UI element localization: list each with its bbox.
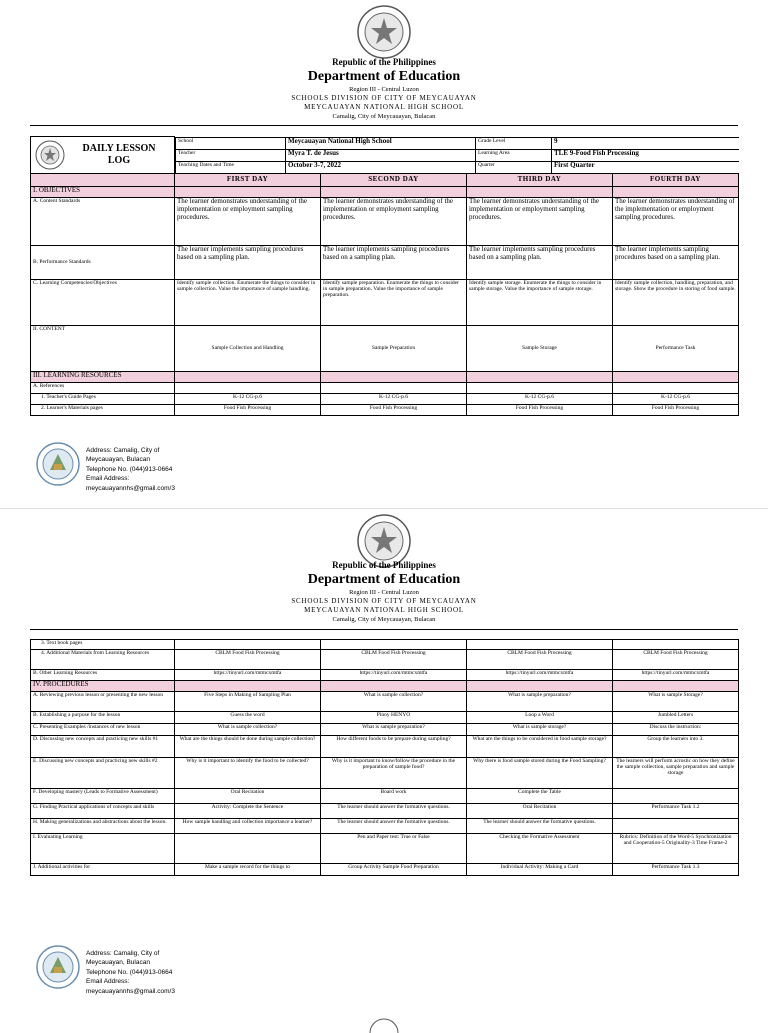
info-value: October 3-7, 2022 <box>286 161 476 173</box>
table-cell <box>321 383 467 394</box>
republic-text: Republic of the Philippines <box>332 560 436 570</box>
row-label: D. Discussing new concepts and practicing new skills #1 <box>31 736 175 758</box>
table-cell: Identify sample storage. Enumerate the things to consider in sample storage. Value the importance of sample storage. <box>467 280 613 326</box>
info-row <box>176 149 739 161</box>
email-label: Email Address: <box>86 475 130 483</box>
department-title: Department of Education <box>307 69 461 84</box>
table-cell: Group the learners into 3. <box>613 736 739 758</box>
info-value: Myra T. de Jesus <box>286 149 476 161</box>
row-label: B. Performance Standards <box>31 246 175 280</box>
info-value: Meycauayan National High School <box>286 137 476 149</box>
table-cell: K-12 CG-p.6 <box>613 394 739 405</box>
table-cell: Food Fish Processing <box>175 405 321 416</box>
region-text: Region III - Central Luzon <box>349 589 419 596</box>
table-cell: The learner demonstrates understanding of the implementation or employment sampling procedures. <box>467 198 613 246</box>
table-cell: Activity: Complete the Sentence <box>175 804 321 819</box>
table-cell <box>175 834 321 864</box>
table-row <box>31 198 739 246</box>
row-label: IV. PROCEDURES <box>31 681 175 692</box>
table-row <box>31 724 739 736</box>
table-cell: Guess the word <box>175 712 321 724</box>
table-cell: Sample Storage <box>467 326 613 372</box>
table-cell: The learner should answer the formative questions. <box>321 804 467 819</box>
table-cell: The learners will perform acrostic on how they define the sample collection, sample preparation and sample storage <box>613 758 739 789</box>
pink-cell <box>321 372 467 383</box>
dll-info-table <box>175 137 739 174</box>
info-row <box>176 137 739 149</box>
content-row <box>31 326 739 372</box>
day-header-third: THIRD DAY <box>467 174 613 187</box>
row-label: II. CONTENT <box>31 326 175 372</box>
table-row <box>31 789 739 804</box>
day-header-blank <box>31 174 175 187</box>
table-cell: The learner implements sampling procedures based on a sampling plan. <box>321 246 467 280</box>
table-cell: Loop a Word <box>467 712 613 724</box>
footer-address <box>86 446 175 493</box>
school-address: Camalig, City of Meycauayan, Bulacan <box>332 113 436 120</box>
table-cell: K-12 CG-p.6 <box>321 394 467 405</box>
table-cell: Sample Collection and Handling <box>175 326 321 372</box>
table-row <box>31 280 739 326</box>
table-cell: Food Fish Processing <box>321 405 467 416</box>
table-cell <box>613 819 739 834</box>
table-cell: The learner implements sampling procedures based on a sampling plan. <box>467 246 613 280</box>
table-cell: Checking the Formative Assessment <box>467 834 613 864</box>
table-cell: The learner implements sampling procedures based on a sampling plan. <box>175 246 321 280</box>
table-cell: What is sample preparation? <box>321 724 467 736</box>
info-label: Teacher <box>176 149 286 161</box>
table-cell <box>467 383 613 394</box>
procedures-table <box>30 639 739 876</box>
table-row <box>31 864 739 876</box>
pink-cell <box>321 187 467 198</box>
table-cell: What is sample collection? <box>175 724 321 736</box>
info-label: Grade Level <box>476 137 552 149</box>
dll-info-cell <box>175 137 739 174</box>
row-label: G. Finding Practical applications of concepts and skills <box>31 804 175 819</box>
info-label: Learning Area <box>476 149 552 161</box>
table-cell: What is sample collection? <box>321 692 467 712</box>
row-label: J. Additional activities for <box>31 864 175 876</box>
table-cell: K-12 CG-p.6 <box>175 394 321 405</box>
table-row <box>31 650 739 670</box>
telephone: Telephone No. (044)913-0664 <box>86 465 173 473</box>
row-label: E. Discussing new concepts and practicing new skills #2 <box>31 758 175 789</box>
row-label: 2. Learner's Materials pages <box>31 405 175 416</box>
deped-seal-small-icon <box>35 140 65 170</box>
table-row <box>31 394 739 405</box>
footer-address <box>86 949 175 996</box>
deped-seal-icon <box>356 4 412 60</box>
table-cell: https://tinyurl.com/mtmcxmtfa <box>175 670 321 681</box>
table-cell <box>613 789 739 804</box>
table-cell: Food Fish Processing <box>613 405 739 416</box>
email-label: Email Address: <box>86 978 130 986</box>
table-row <box>31 834 739 864</box>
table-cell: Group Activity Sample Food Preparation <box>321 864 467 876</box>
row-label: A. References <box>31 383 175 394</box>
school-text: MEYCAUAYAN NATIONAL HIGH SCHOOL <box>304 103 464 111</box>
table-cell: CBLM Food Fish Processing <box>321 650 467 670</box>
table-cell <box>175 383 321 394</box>
table-cell: Performance Task 1.3 <box>613 864 739 876</box>
table-cell: Identify sample preparation. Enumerate the things to consider in sample preparation. Value the importance of sample preparation. <box>321 280 467 326</box>
table-cell <box>467 640 613 650</box>
row-label: I. Evaluating Learning <box>31 834 175 864</box>
email: meycauayannhs@gmail.com/3 <box>86 484 175 492</box>
section-resources: III. LEARNING RESOURCES <box>31 372 175 383</box>
row-label: B. Establishing a purpose for the lesson <box>31 712 175 724</box>
dll-table <box>30 136 739 416</box>
table-cell: Discuss the instruction: <box>613 724 739 736</box>
table-cell: The learner demonstrates understanding of the implementation or employment sampling procedures. <box>175 198 321 246</box>
table-cell: Pen and Paper test: True or False <box>321 834 467 864</box>
day-header-second: SECOND DAY <box>321 174 467 187</box>
table-cell: Why there is food sample stored during the Food Sampling? <box>467 758 613 789</box>
school-text: MEYCAUAYAN NATIONAL HIGH SCHOOL <box>304 606 464 614</box>
page-1 <box>0 0 768 500</box>
table-cell <box>321 640 467 650</box>
row-label: C. Learning Competencies/Objectives <box>31 280 175 326</box>
row-label: A. Reviewing previous lesson or presenting the new lesson <box>31 692 175 712</box>
address-line-1: Address: Camalig, City of <box>86 950 160 957</box>
info-row <box>176 161 739 173</box>
dll-title: DAILY LESSON LOG <box>82 143 156 166</box>
pink-cell <box>175 187 321 198</box>
table-cell: The learner demonstrates understanding of the implementation or employment sampling procedures. <box>321 198 467 246</box>
pink-cell <box>175 372 321 383</box>
address-line-2: Meycauayan, Bulacan <box>86 959 150 967</box>
table-cell <box>175 681 321 692</box>
table-cell: Individual Activity: Making a Card <box>467 864 613 876</box>
pink-cell <box>613 187 739 198</box>
section-objectives: I. OBJECTIVES <box>31 187 175 198</box>
row-label: A. Content Standards <box>31 198 175 246</box>
info-label: Teaching Dates and Time <box>176 161 286 173</box>
email: meycauayannhs@gmail.com/3 <box>86 987 175 995</box>
division-text: SCHOOLS DIVISION OF CITY OF MEYCAUAYAN <box>291 597 477 605</box>
table-cell: The learner implements sampling procedures based on a sampling plan. <box>613 246 739 280</box>
table-cell: Identify sample collection, handling, preparation, and storage. Show the procedure in storing of food sample. <box>613 280 739 326</box>
address-line-2: Meycauayan, Bulacan <box>86 456 150 464</box>
table-cell: How sample handling and collection importance a learner? <box>175 819 321 834</box>
table-cell <box>613 383 739 394</box>
table-cell: CBLM Food Fish Processing <box>467 650 613 670</box>
row-label: H. Making generalizations and abstractions about the lesson. <box>31 819 175 834</box>
row-label: 3. Text book pages <box>31 640 175 650</box>
table-cell: Jumbled Letters <box>613 712 739 724</box>
region-text: Region III - Central Luzon <box>349 86 419 93</box>
table-row <box>31 692 739 712</box>
info-label: Quarter <box>476 161 552 173</box>
table-row <box>31 640 739 650</box>
table-cell: Performance Task 1.2 <box>613 804 739 819</box>
table-cell: Sample Preparation <box>321 326 467 372</box>
table-cell: Complete the Table <box>467 789 613 804</box>
table-row <box>31 736 739 758</box>
table-cell <box>613 681 739 692</box>
table-cell: Five Steps in Making of Sampling Plan <box>175 692 321 712</box>
table-row <box>31 758 739 789</box>
row-label: 1. Teacher's Guide Pages <box>31 394 175 405</box>
table-cell: Board work <box>321 789 467 804</box>
table-cell: What are the things to be considered in food sample storage? <box>467 736 613 758</box>
table-cell: The learner should answer the formative questions. <box>321 819 467 834</box>
row-label: C. Presenting Examples /instances of new lesson <box>31 724 175 736</box>
table-row <box>31 670 739 681</box>
table-cell: What is sample Storage? <box>613 692 739 712</box>
pink-cell <box>467 187 613 198</box>
day-header-fourth: FOURTH DAY <box>613 174 739 187</box>
table-cell: Food Fish Processing <box>467 405 613 416</box>
table-cell <box>613 640 739 650</box>
table-cell: https://tinyurl.com/mtmcxmtfa <box>467 670 613 681</box>
table-cell: Oral Recitation <box>175 789 321 804</box>
division-text: SCHOOLS DIVISION OF CITY OF MEYCAUAYAN <box>291 94 477 102</box>
table-cell: Oral Recitation <box>467 804 613 819</box>
pink-cell <box>467 372 613 383</box>
info-value: 9 <box>552 137 739 149</box>
telephone: Telephone No. (044)913-0664 <box>86 968 173 976</box>
table-cell: What is sample preparation? <box>467 692 613 712</box>
day-header-first: FIRST DAY <box>175 174 321 187</box>
school-logo-icon <box>36 945 80 989</box>
info-value: First Quarter <box>552 161 739 173</box>
table-cell: Pinoy HENYO <box>321 712 467 724</box>
pink-cell <box>613 372 739 383</box>
header-divider <box>30 125 738 126</box>
table-cell: The learner demonstrates understanding of the implementation or employment sampling procedures. <box>613 198 739 246</box>
table-cell: The learner should answer the formative questions. <box>467 819 613 834</box>
table-cell: Why is it important to know/follow the procedure in the preparation of sample food? <box>321 758 467 789</box>
table-cell: K-12 CG-p.6 <box>467 394 613 405</box>
table-cell: CBLM Food Fish Processing <box>175 650 321 670</box>
table-cell: https://tinyurl.com/mtmcxmtfa <box>613 670 739 681</box>
row-label: F. Developing mastery (Leads to Formative Assessment) <box>31 789 175 804</box>
table-cell: CBLM Food Fish Processing <box>613 650 739 670</box>
department-title: Department of Education <box>307 572 461 587</box>
table-row <box>31 681 739 692</box>
table-cell: https://tinyurl.com/mtmcxmtfa <box>321 670 467 681</box>
page-2 <box>0 508 768 1025</box>
table-cell <box>467 681 613 692</box>
next-page-seal-icon <box>368 1017 400 1033</box>
header-divider <box>30 629 738 630</box>
dll-title-cell <box>31 137 175 174</box>
republic-text: Republic of the Philippines <box>332 57 436 67</box>
table-cell: Why is it important to identify the food to be collected? <box>175 758 321 789</box>
table-row <box>31 405 739 416</box>
school-address: Camalig, City of Meycauayan, Bulacan <box>332 616 436 623</box>
table-row <box>31 246 739 280</box>
table-cell <box>321 681 467 692</box>
table-cell: Performance Task <box>613 326 739 372</box>
info-value: TLE 9-Food Fish Processing <box>552 149 739 161</box>
row-label: B. Other Learning Resources <box>31 670 175 681</box>
table-row <box>31 804 739 819</box>
table-cell: Identify sample collection. Enumerate the things to consider in sample collection. Value the importance of sample handling. <box>175 280 321 326</box>
row-label: 4. Additional Materials from Learning Resources <box>31 650 175 670</box>
table-row <box>31 712 739 724</box>
table-cell: How different foods to be prepare during sampling? <box>321 736 467 758</box>
table-cell: What are the things should be done during sample collection? <box>175 736 321 758</box>
table-cell <box>175 640 321 650</box>
info-label: School <box>176 137 286 149</box>
table-cell: Rubrics: Definition of the Word-5 Synchronization and Cooperation-5 Originality-3 Time Frame-2 <box>613 834 739 864</box>
table-cell: Make a sample record for the things to <box>175 864 321 876</box>
table-row <box>31 819 739 834</box>
school-logo-icon <box>36 442 80 486</box>
table-cell: What is sample storage? <box>467 724 613 736</box>
address-line-1: Address: Camalig, City of <box>86 447 160 454</box>
